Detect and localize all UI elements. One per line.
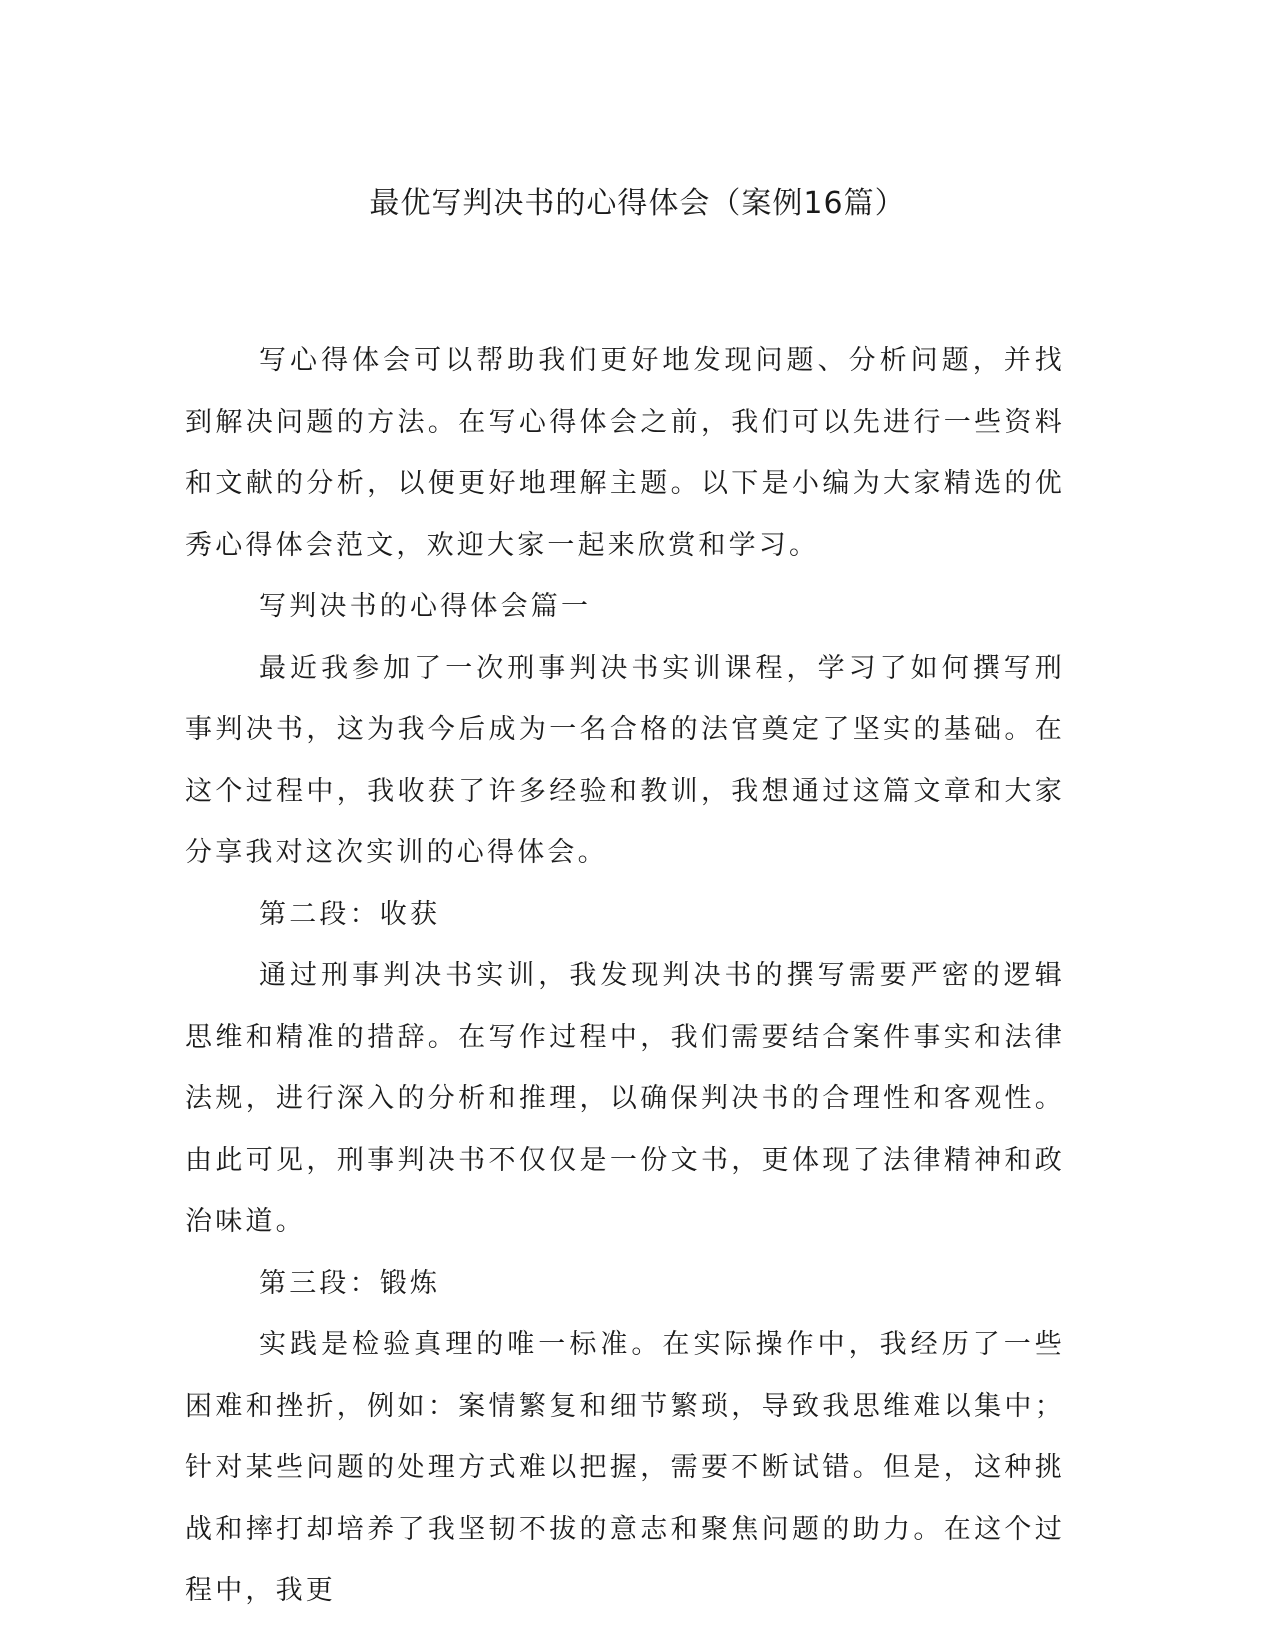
section-heading-part-one: 写判决书的心得体会篇一	[259, 591, 592, 622]
paragraph-third-segment: 实践是检验真理的唯一标准。在实际操作中，我经历了一些困难和挫折，例如：案情繁复和细节繁琐，导致我思维难以集中；针对某些问题的处理方式难以把握，需要不断试错。但是，这种挑战和摔打却培养了我坚韧不拔的意志和聚焦问题的助力。在这个过程中，我更	[185, 1329, 1065, 1606]
document-title: 最优写判决书的心得体会（案例16篇）	[369, 186, 906, 221]
document-body	[185, 330, 1065, 1622]
paragraph-second-segment: 通过刑事判决书实训，我发现判决书的撰写需要严密的逻辑思维和精准的措辞。在写作过程中，我们需要结合案件事实和法律法规，进行深入的分析和推理，以确保判决书的合理性和客观性。由此可见，刑事判决书不仅仅是一份文书，更体现了法律精神和政治味道。	[185, 960, 1065, 1237]
intro-paragraph: 写心得体会可以帮助我们更好地发现问题、分析问题，并找到解决问题的方法。在写心得体会之前，我们可以先进行一些资料和文献的分析，以便更好地理解主题。以下是小编为大家精选的优秀心得体会范文，欢迎大家一起来欣赏和学习。	[185, 345, 1065, 561]
section-heading-second: 第二段：收获	[259, 898, 441, 930]
section-heading-third: 第三段：锻炼	[259, 1267, 441, 1299]
paragraph-first-segment: 最近我参加了一次刑事判决书实训课程，学习了如何撰写刑事判决书，这为我今后成为一名合格的法官奠定了坚实的基础。在这个过程中，我收获了许多经验和教训，我想通过这篇文章和大家分享我对这次实训的心得体会。	[185, 652, 1065, 868]
